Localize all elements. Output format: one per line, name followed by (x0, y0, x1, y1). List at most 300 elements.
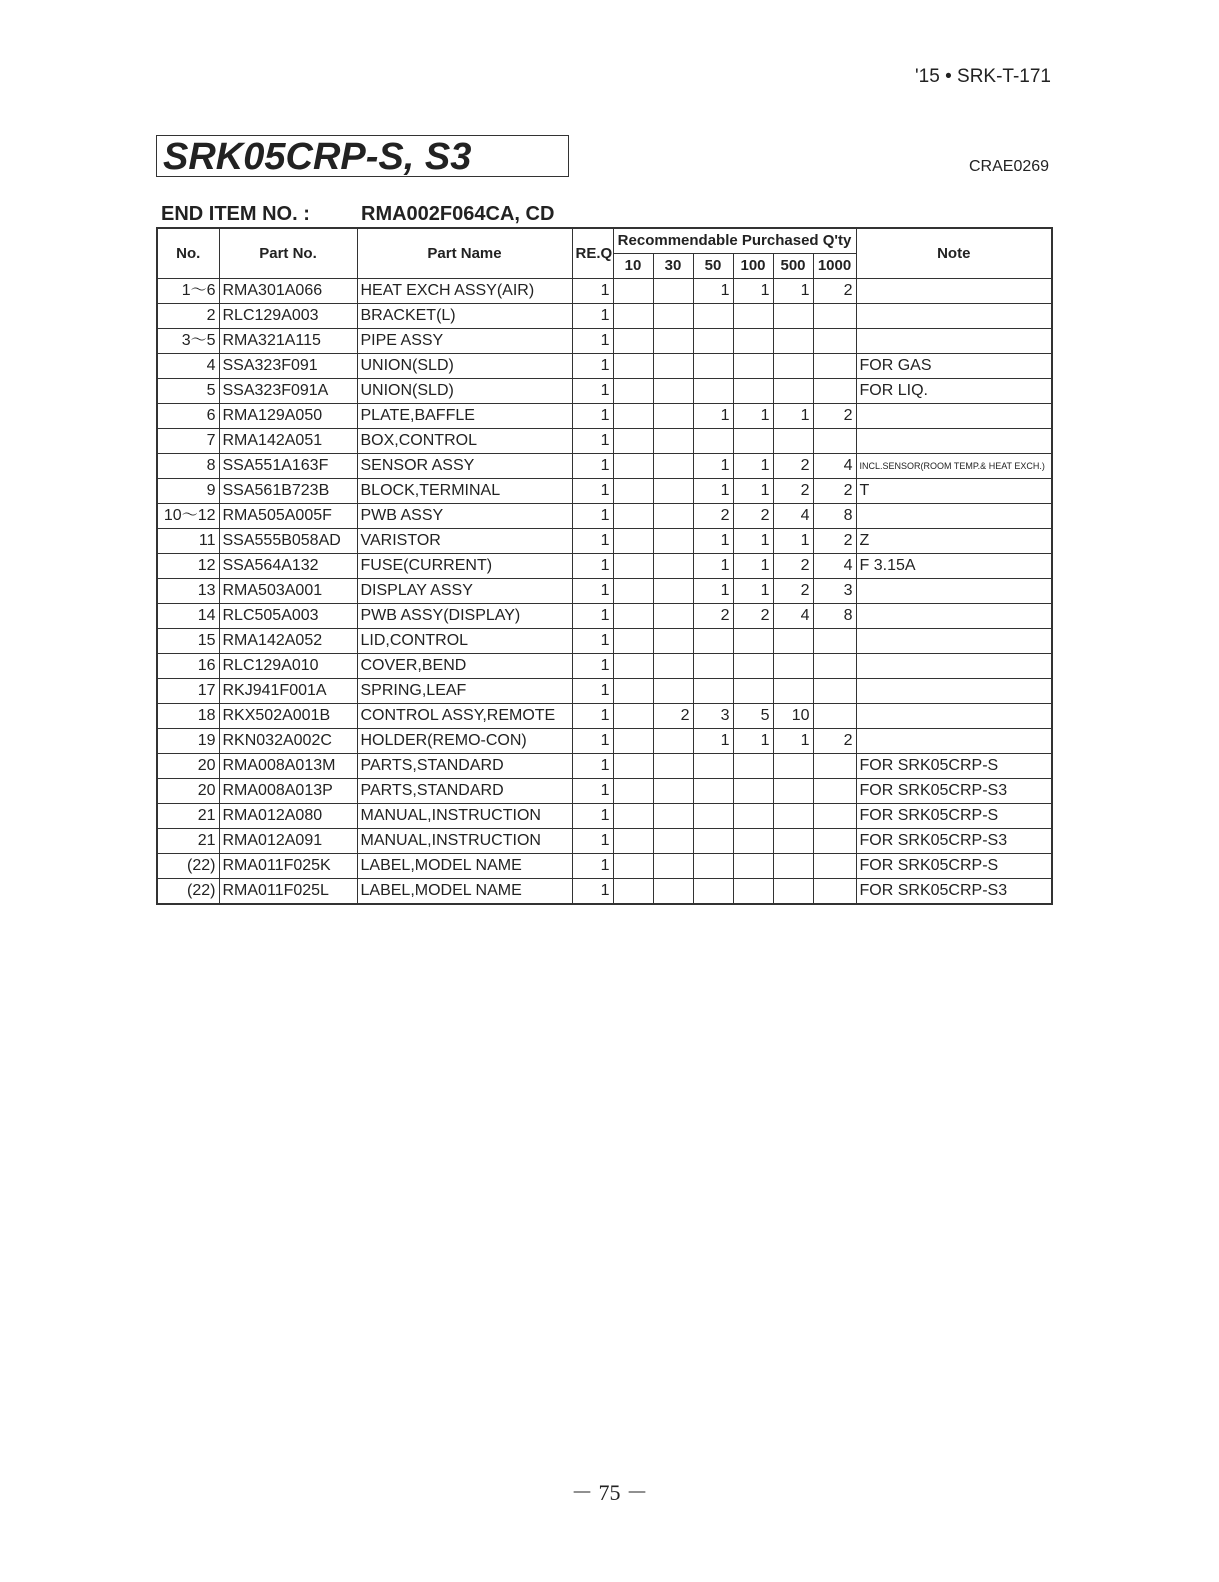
row-note: FOR SRK05CRP-S3 (856, 829, 1052, 854)
header-qty-1000: 1000 (813, 254, 856, 279)
header-row (157, 228, 1052, 254)
end-item-label: END ITEM NO. : (161, 203, 310, 225)
row-note (856, 654, 1052, 679)
table-row (157, 504, 1052, 529)
row-qty-100 (733, 329, 773, 354)
row-qty-500 (773, 329, 813, 354)
row-note: FOR SRK05CRP-S3 (856, 779, 1052, 804)
row-qty-10 (613, 554, 653, 579)
row-part-no: RMA012A091 (219, 829, 357, 854)
row-part-name: LABEL,MODEL NAME (357, 854, 572, 879)
row-req: 1 (572, 779, 613, 804)
row-qty-10 (613, 679, 653, 704)
row-no: 13 (157, 579, 219, 604)
row-qty-10 (613, 879, 653, 905)
row-req: 1 (572, 854, 613, 879)
row-no: 3～5 (157, 329, 219, 354)
row-qty-50 (693, 304, 733, 329)
row-qty-30 (653, 679, 693, 704)
header-note: Note (856, 228, 1052, 279)
row-note (856, 629, 1052, 654)
row-no: 21 (157, 829, 219, 854)
row-qty-500: 1 (773, 404, 813, 429)
row-qty-500: 2 (773, 479, 813, 504)
row-qty-500 (773, 779, 813, 804)
row-qty-100: 1 (733, 454, 773, 479)
row-qty-50: 3 (693, 704, 733, 729)
row-part-name: UNION(SLD) (357, 379, 572, 404)
row-qty-30 (653, 729, 693, 754)
row-qty-100 (733, 879, 773, 905)
row-qty-10 (613, 704, 653, 729)
row-qty-10 (613, 629, 653, 654)
row-qty-100 (733, 779, 773, 804)
row-qty-50 (693, 779, 733, 804)
row-req: 1 (572, 704, 613, 729)
row-qty-30 (653, 454, 693, 479)
row-qty-50: 2 (693, 504, 733, 529)
document-reference: '15 • SRK-T-171 (915, 66, 1051, 87)
row-qty-30 (653, 554, 693, 579)
row-qty-30 (653, 429, 693, 454)
row-part-no: SSA551A163F (219, 454, 357, 479)
row-no: 19 (157, 729, 219, 754)
row-req: 1 (572, 354, 613, 379)
row-part-no: RLC129A003 (219, 304, 357, 329)
row-part-no: RKN032A002C (219, 729, 357, 754)
table-row (157, 779, 1052, 804)
row-part-name: FUSE(CURRENT) (357, 554, 572, 579)
row-part-name: DISPLAY ASSY (357, 579, 572, 604)
row-no: (22) (157, 854, 219, 879)
row-no: 1～6 (157, 279, 219, 304)
end-item-line (161, 203, 554, 226)
row-qty-1000: 8 (813, 604, 856, 629)
row-qty-1000 (813, 754, 856, 779)
row-qty-100 (733, 804, 773, 829)
row-part-name: UNION(SLD) (357, 354, 572, 379)
row-qty-30 (653, 879, 693, 905)
row-qty-50 (693, 804, 733, 829)
table-row (157, 304, 1052, 329)
row-qty-100 (733, 379, 773, 404)
parts-table (156, 227, 1053, 905)
header-no: No. (157, 228, 219, 279)
document-code: CRAE0269 (969, 158, 1050, 175)
row-qty-10 (613, 429, 653, 454)
row-qty-1000: 2 (813, 404, 856, 429)
row-note (856, 579, 1052, 604)
row-note: INCL.SENSOR(ROOM TEMP.& HEAT EXCH.) (856, 454, 1052, 479)
table-row (157, 404, 1052, 429)
row-part-name: PIPE ASSY (357, 329, 572, 354)
row-qty-10 (613, 304, 653, 329)
row-qty-1000: 4 (813, 454, 856, 479)
row-qty-500 (773, 429, 813, 454)
row-qty-50 (693, 879, 733, 905)
row-req: 1 (572, 829, 613, 854)
row-no: 10～12 (157, 504, 219, 529)
row-qty-1000 (813, 779, 856, 804)
row-req: 1 (572, 679, 613, 704)
row-qty-500 (773, 679, 813, 704)
row-part-no: SSA555B058AD (219, 529, 357, 554)
row-qty-100: 2 (733, 504, 773, 529)
table-row (157, 754, 1052, 779)
row-qty-1000 (813, 804, 856, 829)
row-qty-30 (653, 854, 693, 879)
row-req: 1 (572, 579, 613, 604)
row-qty-10 (613, 779, 653, 804)
row-qty-10 (613, 504, 653, 529)
row-qty-500 (773, 879, 813, 905)
row-qty-100: 1 (733, 729, 773, 754)
row-qty-50 (693, 629, 733, 654)
row-qty-500 (773, 804, 813, 829)
row-qty-100: 1 (733, 279, 773, 304)
row-qty-100: 1 (733, 554, 773, 579)
row-qty-10 (613, 529, 653, 554)
row-note (856, 329, 1052, 354)
row-qty-1000 (813, 429, 856, 454)
row-qty-500 (773, 379, 813, 404)
row-qty-30 (653, 754, 693, 779)
row-qty-50: 1 (693, 554, 733, 579)
row-part-no: RKJ941F001A (219, 679, 357, 704)
end-item-value: RMA002F064CA, CD (361, 203, 555, 225)
row-part-name: PWB ASSY (357, 504, 572, 529)
row-part-name: PARTS,STANDARD (357, 779, 572, 804)
row-qty-50 (693, 654, 733, 679)
row-part-name: SPRING,LEAF (357, 679, 572, 704)
row-part-no: RMA008A013P (219, 779, 357, 804)
row-qty-500: 2 (773, 554, 813, 579)
row-note (856, 604, 1052, 629)
row-qty-30 (653, 304, 693, 329)
row-no: 11 (157, 529, 219, 554)
header-qty-100: 100 (733, 254, 773, 279)
row-part-no: RMA321A115 (219, 329, 357, 354)
row-qty-500 (773, 654, 813, 679)
row-part-name: SENSOR ASSY (357, 454, 572, 479)
row-qty-1000 (813, 829, 856, 854)
row-note: FOR SRK05CRP-S (856, 854, 1052, 879)
row-qty-50: 1 (693, 479, 733, 504)
row-req: 1 (572, 729, 613, 754)
row-qty-30: 2 (653, 704, 693, 729)
row-qty-1000 (813, 679, 856, 704)
row-note: FOR GAS (856, 354, 1052, 379)
row-part-name: LID,CONTROL (357, 629, 572, 654)
row-qty-50: 1 (693, 404, 733, 429)
row-part-no: SSA564A132 (219, 554, 357, 579)
row-qty-500: 10 (773, 704, 813, 729)
row-note (856, 304, 1052, 329)
row-qty-30 (653, 404, 693, 429)
row-qty-100 (733, 679, 773, 704)
row-qty-50 (693, 829, 733, 854)
row-part-name: MANUAL,INSTRUCTION (357, 804, 572, 829)
row-no: 15 (157, 629, 219, 654)
row-qty-30 (653, 654, 693, 679)
row-note: FOR LIQ. (856, 379, 1052, 404)
row-qty-10 (613, 479, 653, 504)
page-number: － 75 － (570, 1480, 648, 1505)
row-req: 1 (572, 379, 613, 404)
row-note (856, 504, 1052, 529)
row-qty-30 (653, 529, 693, 554)
row-part-name: LABEL,MODEL NAME (357, 879, 572, 905)
row-no: 12 (157, 554, 219, 579)
row-qty-100 (733, 754, 773, 779)
row-qty-50 (693, 329, 733, 354)
row-req: 1 (572, 629, 613, 654)
row-qty-100 (733, 829, 773, 854)
row-part-no: RKX502A001B (219, 704, 357, 729)
row-qty-500: 4 (773, 504, 813, 529)
row-part-no: SSA323F091A (219, 379, 357, 404)
row-no: 4 (157, 354, 219, 379)
row-qty-50: 1 (693, 454, 733, 479)
row-qty-50: 1 (693, 579, 733, 604)
table-row (157, 679, 1052, 704)
row-part-name: VARISTOR (357, 529, 572, 554)
row-qty-50 (693, 379, 733, 404)
table-row (157, 604, 1052, 629)
table-row (157, 729, 1052, 754)
row-part-name: CONTROL ASSY,REMOTE (357, 704, 572, 729)
table-row (157, 654, 1052, 679)
row-qty-10 (613, 454, 653, 479)
row-no: 6 (157, 404, 219, 429)
table-row (157, 804, 1052, 829)
row-req: 1 (572, 804, 613, 829)
header-qty-10: 10 (613, 254, 653, 279)
row-qty-50 (693, 754, 733, 779)
row-part-name: COVER,BEND (357, 654, 572, 679)
table-row (157, 329, 1052, 354)
row-note (856, 704, 1052, 729)
row-part-no: SSA561B723B (219, 479, 357, 504)
row-no: 14 (157, 604, 219, 629)
row-no: (22) (157, 879, 219, 905)
row-no: 5 (157, 379, 219, 404)
row-part-name: BLOCK,TERMINAL (357, 479, 572, 504)
row-part-no: RLC129A010 (219, 654, 357, 679)
row-qty-10 (613, 379, 653, 404)
row-note (856, 279, 1052, 304)
model-title-box (156, 135, 569, 177)
row-qty-500: 1 (773, 729, 813, 754)
row-qty-50: 1 (693, 279, 733, 304)
row-qty-100: 1 (733, 479, 773, 504)
row-qty-50: 1 (693, 729, 733, 754)
row-qty-500 (773, 629, 813, 654)
table-row (157, 354, 1052, 379)
row-part-name: PARTS,STANDARD (357, 754, 572, 779)
row-qty-1000 (813, 354, 856, 379)
row-qty-500 (773, 829, 813, 854)
row-req: 1 (572, 654, 613, 679)
row-qty-10 (613, 829, 653, 854)
row-req: 1 (572, 879, 613, 905)
table-row (157, 379, 1052, 404)
row-qty-30 (653, 279, 693, 304)
row-part-no: RLC505A003 (219, 604, 357, 629)
row-qty-30 (653, 829, 693, 854)
table-row (157, 579, 1052, 604)
row-req: 1 (572, 304, 613, 329)
row-no: 7 (157, 429, 219, 454)
header-part-no: Part No. (219, 228, 357, 279)
row-qty-1000 (813, 629, 856, 654)
row-part-name: BRACKET(L) (357, 304, 572, 329)
row-qty-50 (693, 854, 733, 879)
row-qty-30 (653, 804, 693, 829)
table-row (157, 279, 1052, 304)
model-title: SRK05CRP-S, S3 (163, 136, 472, 178)
row-part-no: RMA142A052 (219, 629, 357, 654)
row-req: 1 (572, 279, 613, 304)
row-qty-1000: 2 (813, 729, 856, 754)
row-qty-30 (653, 329, 693, 354)
row-qty-10 (613, 754, 653, 779)
row-qty-100: 1 (733, 404, 773, 429)
row-qty-1000 (813, 854, 856, 879)
row-qty-10 (613, 729, 653, 754)
row-qty-1000 (813, 704, 856, 729)
row-qty-100: 1 (733, 529, 773, 554)
row-req: 1 (572, 404, 613, 429)
row-qty-100 (733, 629, 773, 654)
row-qty-500 (773, 854, 813, 879)
row-qty-10 (613, 279, 653, 304)
row-qty-1000 (813, 879, 856, 905)
header-qty-500: 500 (773, 254, 813, 279)
row-qty-500: 2 (773, 579, 813, 604)
row-qty-10 (613, 854, 653, 879)
table-row (157, 829, 1052, 854)
row-qty-30 (653, 579, 693, 604)
row-no: 9 (157, 479, 219, 504)
table-row (157, 554, 1052, 579)
row-qty-1000: 2 (813, 279, 856, 304)
row-part-no: RMA008A013M (219, 754, 357, 779)
row-qty-1000 (813, 379, 856, 404)
row-qty-500: 1 (773, 279, 813, 304)
row-qty-1000: 3 (813, 579, 856, 604)
row-no: 2 (157, 304, 219, 329)
row-qty-1000: 4 (813, 554, 856, 579)
row-req: 1 (572, 429, 613, 454)
row-req: 1 (572, 479, 613, 504)
row-qty-30 (653, 479, 693, 504)
row-note (856, 404, 1052, 429)
row-part-no: RMA129A050 (219, 404, 357, 429)
row-qty-1000 (813, 654, 856, 679)
row-no: 21 (157, 804, 219, 829)
row-qty-100 (733, 354, 773, 379)
row-qty-10 (613, 604, 653, 629)
row-qty-100 (733, 429, 773, 454)
row-qty-100: 5 (733, 704, 773, 729)
row-req: 1 (572, 504, 613, 529)
row-note: FOR SRK05CRP-S (856, 804, 1052, 829)
table-row (157, 479, 1052, 504)
row-note (856, 679, 1052, 704)
header-part-name: Part Name (357, 228, 572, 279)
row-no: 20 (157, 754, 219, 779)
header-qty-group: Recommendable Purchased Q'ty (613, 228, 856, 254)
row-no: 16 (157, 654, 219, 679)
row-qty-30 (653, 779, 693, 804)
row-note: FOR SRK05CRP-S (856, 754, 1052, 779)
header-qty-50: 50 (693, 254, 733, 279)
row-qty-10 (613, 354, 653, 379)
header-qty-30: 30 (653, 254, 693, 279)
row-part-no: RMA503A001 (219, 579, 357, 604)
table-row (157, 854, 1052, 879)
row-qty-500: 4 (773, 604, 813, 629)
row-qty-50 (693, 679, 733, 704)
row-qty-100 (733, 654, 773, 679)
row-part-name: MANUAL,INSTRUCTION (357, 829, 572, 854)
row-qty-100: 2 (733, 604, 773, 629)
row-part-name: BOX,CONTROL (357, 429, 572, 454)
row-no: 18 (157, 704, 219, 729)
table-row (157, 454, 1052, 479)
row-qty-1000 (813, 329, 856, 354)
row-qty-10 (613, 404, 653, 429)
row-part-no: RMA011F025L (219, 879, 357, 905)
row-qty-500 (773, 754, 813, 779)
row-qty-30 (653, 354, 693, 379)
row-qty-30 (653, 604, 693, 629)
row-qty-10 (613, 804, 653, 829)
row-part-name: HEAT EXCH ASSY(AIR) (357, 279, 572, 304)
row-part-no: SSA323F091 (219, 354, 357, 379)
row-note: FOR SRK05CRP-S3 (856, 879, 1052, 905)
row-qty-50 (693, 354, 733, 379)
table-row (157, 879, 1052, 905)
parts-table-body (157, 279, 1052, 905)
row-part-no: RMA301A066 (219, 279, 357, 304)
row-part-name: PLATE,BAFFLE (357, 404, 572, 429)
row-part-no: RMA011F025K (219, 854, 357, 879)
row-qty-50: 2 (693, 604, 733, 629)
row-part-no: RMA012A080 (219, 804, 357, 829)
row-note: T (856, 479, 1052, 504)
row-part-no: RMA142A051 (219, 429, 357, 454)
row-qty-500: 2 (773, 454, 813, 479)
row-req: 1 (572, 604, 613, 629)
row-no: 8 (157, 454, 219, 479)
row-qty-1000: 8 (813, 504, 856, 529)
row-qty-50: 1 (693, 529, 733, 554)
header-req: RE.Q (572, 228, 613, 279)
row-note (856, 429, 1052, 454)
row-qty-1000: 2 (813, 479, 856, 504)
row-qty-100 (733, 854, 773, 879)
row-qty-100: 1 (733, 579, 773, 604)
row-req: 1 (572, 554, 613, 579)
row-qty-30 (653, 504, 693, 529)
row-qty-1000 (813, 304, 856, 329)
table-row (157, 429, 1052, 454)
row-part-name: HOLDER(REMO-CON) (357, 729, 572, 754)
row-part-no: RMA505A005F (219, 504, 357, 529)
table-row (157, 629, 1052, 654)
